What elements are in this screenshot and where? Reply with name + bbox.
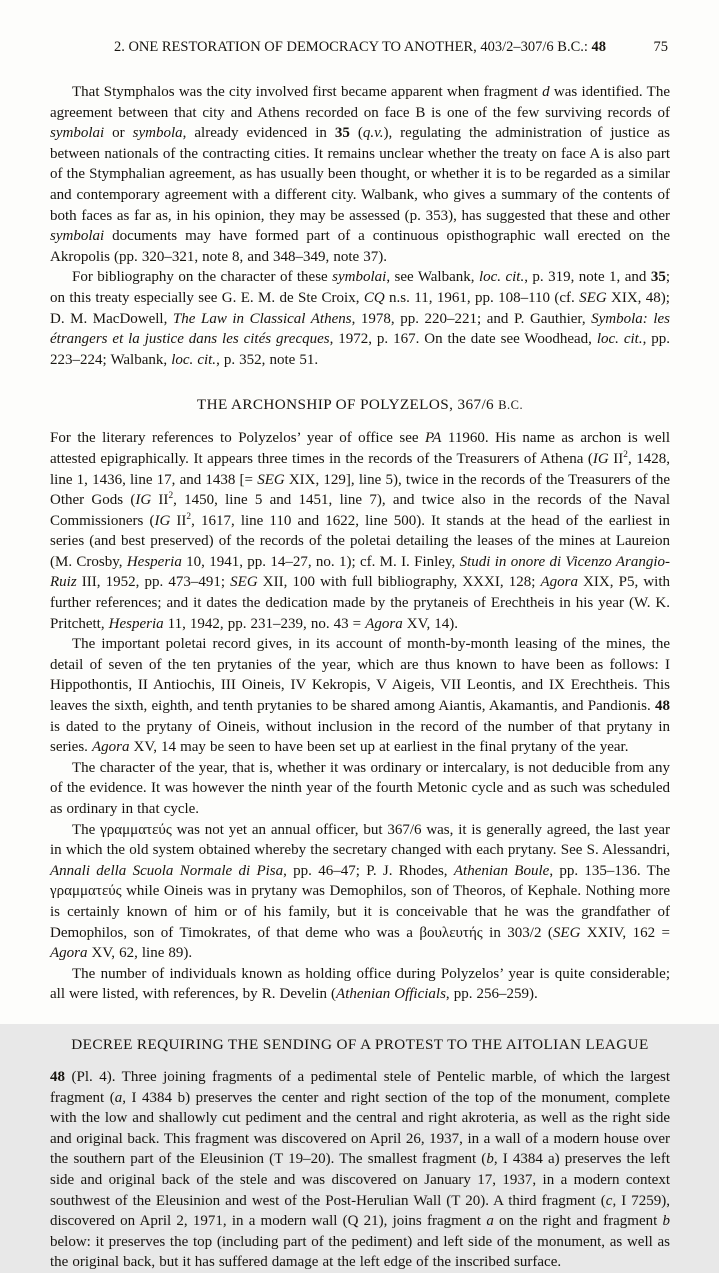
section-heading-archonship: THE ARCHONSHIP OF POLYZELOS, 367/6 B.C. [196,396,524,414]
paragraph: For the literary references to Polyzelos’ year of office see PA 11960. His name as archon is well attested epigraphically. It appears three times in the records of the Treasurers of Athena (IG $II^2$, 1428, line 1, 1436, line 17, and 1438 [= SEG XIX, 129], line 5), twice in the records of the Treasurers of the Other Gods (IG $II^2$, 1450, line 5 and 1451, line 7), and twice also in the records of the Naval Commissioners (IG $II^2$, 1617, line 110 and 1622, line 500). It stands at the head of the earliest in series (and best preserved) of the records of the poletai detailing the leases of the mines at Laureion (M. Crosby, Hesperia 10, 1941, pp. 14–27, no. 1); cf. M. I. Finley, Studi in onore di Vicenzo Arangio-Ruiz III, 1952, pp. 473–491; SEG XII, 100 with full bibliography, XXXI, 128; Agora XIX, P5, with further references; and it dates the dedication made by the prytaneis of Erechtheis in his year (W. K. Pritchett, Hesperia 11, 1942, pp. 231–239, no. 43 = Agora XV, 14). [50,430,671,632]
paragraph: That Stymphalos was the city involved first became apparent when fragment d was identified. The agreement between that city and Athens recorded on face B is one of the few surviving records of symbolai or symbola, already evidenced in 35 (q.v.), regulating the administration of justice as between nationals of the contracting cities. It remains unclear whether the treaty on face A is also part of the Stymphalian agreement, as has usually been thought, or whether it is to be regarded as a similar and contemporary agreement with a different city. Walbank, who gives a summary of the contents of both faces as far as, in his opinion, they may be assessed (p. 353), has suggested that these and other symbolai documents may have formed part of a continuous opisthographic wall erected on the Akropolis (pp. 320–321, note 8, and 348–349, note 37). [50,84,671,265]
paragraph: The γραμματεύς was not yet an annual officer, but 367/6 was, it is generally agreed, the last year in which the old system obtained whereby the secretary changed with each prytany. See S. Alessandri, Annali della Scuola Normale di Pisa, pp. 46–47; P. J. Rhodes, Athenian Boule, pp. 135–136. The γραμματεύς while Oineis was in prytany was Demophilos, son of Theoros, of Kephale. Nothing more is certainly known of him or of his family, but it is conceivable that he was the grandfather of Demophilos, son of Timokrates, of that deme who was a βουλευτής in 303/2 (SEG XXIV, 162 = Agora XV, 62, line 89). [50,821,670,962]
paragraph: 48 (Pl. 4). Three joining fragments of a pedimental stele of Pentelic marble, of which the largest fragment (a, I 4384 b) preserves the center and right section of the top of the monument, complete with the low and shallowly cut pediment and the central and right akroteria, as well as the right side and original back. This fragment was discovered on April 26, 1937, in a wall of a modern house over the southern part of the Eleusinion (T 19–20). The smallest fragment (b, I 4384 a) preserves the left side and original back of the stele and was discovered on January 17, 1937, in a modern context southwest of the Eleusinion and west of the Post-Herulian Wall (T 20). A third fragment (c, I 7259), discovered on April 2, 1971, in a modern wall (Q 21), joins fragment a on the right and fragment b below: it preserves the top (including part of the pediment) and left side of the monument, as well as the original back, but it has suffered damage at the left edge of the inscribed surface. [50,1068,671,1271]
paragraph: The important poletai record gives, in its account of month-by-month leasing of the mines, the detail of seven of the ten prytanies of the year, which are thus known to have been as follows: I Hippothontis, II Antiochis, III Oineis, IV Kekropis, V Aigeis, VII Leontis, and IX Erechtheis. This leaves the sixth, eighth, and tenth prytanies to be shared among Aiantis, Akamantis, and Pandionis. 48 is dated to the prytany of Oineis, without inclusion in the record of the number of that prytany in series. Agora XV, 14 may be seen to have been set up at earliest in the final prytany of the year. [50,636,670,756]
running-head [50,38,670,56]
paragraph: The number of individuals known as holding office during Polyzelos’ year is quite considerable; all were listed, with references, by R. Develin (Athenian Officials, pp. 256–259). [50,965,670,1003]
paragraph: For bibliography on the character of these symbolai, see Walbank, loc. cit., p. 319, note 1, and 35; on this treaty especially see G. E. M. de Ste Croix, CQ n.s. 11, 1961, pp. 108–110 (cf. SEG XIX, 48); D. M. MacDowell, The Law in Classical Athens, 1978, pp. 220–221; and P. Gauthier, Symbola: les étrangers et la justice dans les cités grecques, 1972, p. 167. On the date see Woodhead, loc. cit., pp. 223–224; Walbank, loc. cit., p. 352, note 51. [50,269,671,368]
section-heading-decree: DECREE REQUIRING THE SENDING OF A PROTEST TO THE AITOLIAN LEAGUE [71,1035,649,1053]
text-column [50,38,670,1273]
running-head-title: 2. ONE RESTORATION OF DEMOCRACY TO ANOTHER, 403/2–307/6 B.C.: 48 [113,39,607,55]
page-number: 75 [653,39,668,55]
paragraph: The character of the year, that is, whether it was ordinary or intercalary, is not deducible from any of the evidence. It was however the ninth year of the fourth Metonic cycle and as such was scheduled as ordinary in that cycle. [50,759,670,817]
